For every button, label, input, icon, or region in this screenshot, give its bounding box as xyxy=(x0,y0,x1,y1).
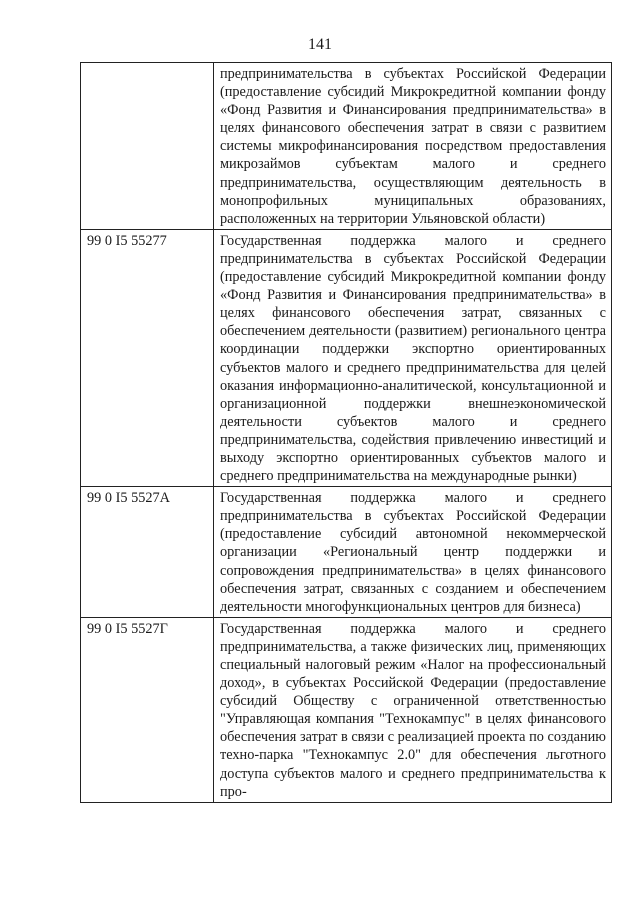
table-row xyxy=(81,63,612,230)
code-cell xyxy=(81,63,214,230)
code-cell: 99 0 I5 55277 xyxy=(81,229,214,486)
description-cell: Государственная поддержка малого и среднего предпринимательства в субъектах Российской Федерации (предоставление субсидий Микрокредитной компании фонду «Фонд Развития и Финансирования предпринимательства» в целях финансового обеспечения затрат, связанных с обеспечением деятельности (развитием) регионального центра координации поддержки экспортно ориентированных субъектов малого и среднего предпринимательства для целей оказания информационно-аналитической, консультационной и организационной поддержки внешнеэкономической деятельности субъектов малого и среднего предпринимательства, содействия привлечению инвестиций и выходу экспортно ориентированных субъектов малого и среднего предпринимательства на международные рынки) xyxy=(214,229,612,486)
code-cell: 99 0 I5 5527А xyxy=(81,487,214,618)
table-row xyxy=(81,617,612,802)
table-row xyxy=(81,487,612,618)
description-cell: Государственная поддержка малого и среднего предпринимательства в субъектах Российской Федерации (предоставление субсидий автономной некоммерческой организации «Региональный центр поддержки и сопровождения предпринимательства» в целях финансового обеспечения затрат, связанных с созданием и обеспечением деятельности многофункциональных центров для бизнеса) xyxy=(214,487,612,618)
page-number: 141 xyxy=(308,36,332,53)
table-row xyxy=(81,229,612,486)
description-cell: Государственная поддержка малого и среднего предпринимательства, а также физических лиц, применяющих специальный налоговый режим «Налог на профессиональный доход», в субъектах Российской Федерации (предоставление субсидий Обществу с ограниченной ответственностью "Управляющая компания "Технокампус" в целях финансового обеспечения затрат в связи с реализацией проекта по созданию техно-парка "Технокампус 2.0" для обеспечения льготного доступа субъектов малого и среднего предпринимательства к про- xyxy=(214,617,612,802)
budget-classification-table xyxy=(80,62,612,803)
description-cell: предпринимательства в субъектах Российской Федерации (предоставление субсидий Микрокредитной компании фонду «Фонд Развития и Финансирования предпринимательства» в целях финансового обеспечения затрат в связи с развитием системы микрофинансирования посредством предоставления микрозаймов субъектам малого и среднего предпринимательства, осуществляющим деятельность в монопрофильных муниципальных образованиях, расположенных на территории Ульяновской области) xyxy=(214,63,612,230)
code-cell: 99 0 I5 5527Г xyxy=(81,617,214,802)
